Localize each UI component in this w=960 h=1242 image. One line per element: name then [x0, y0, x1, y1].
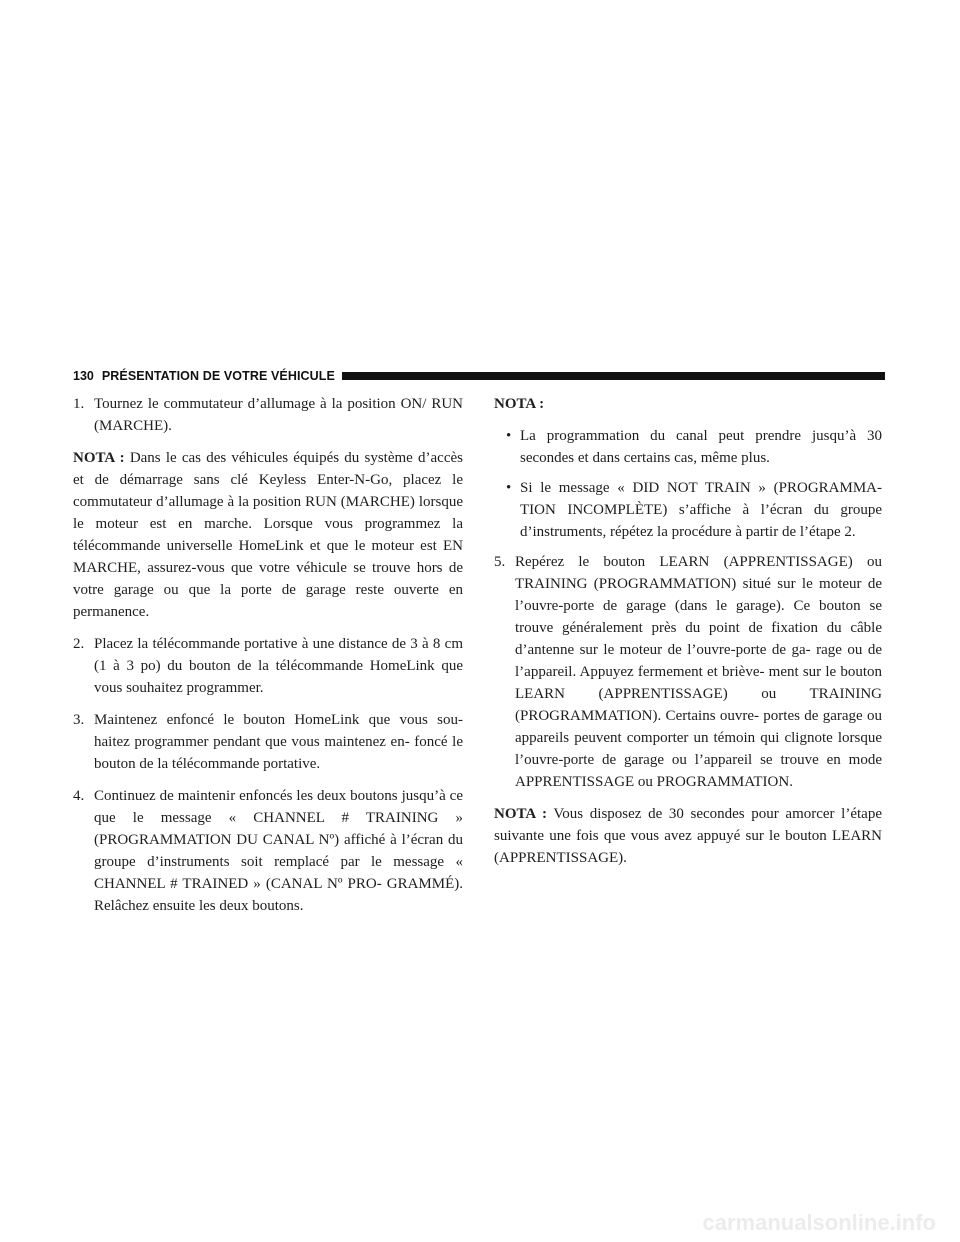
note-text: Dans le cas des véhicules équipés du système d’accès et de démarrage sans clé Keyless Enter-N-Go, placez le commutateur d’allumage à la position RUN (MARCHE) lorsque le moteur est en marche. Lorsque vous programmez la télécommande universelle HomeLink et que le moteur est EN MARCHE, assurez-vous que votre véhicule se trouve hors de votre garage ou que la porte de garage reste ouverte en permanence. — [73, 450, 463, 620]
bullet-item — [494, 477, 882, 543]
bullet-text: La programmation du canal peut prendre jusqu’à 30 secondes et dans certains cas, même plus. — [520, 428, 882, 466]
note-2 — [494, 393, 882, 415]
right-column — [494, 393, 882, 879]
header-rule — [342, 372, 885, 380]
page-header — [73, 366, 885, 386]
note-3 — [494, 803, 882, 869]
watermark: carmanualsonline.info — [702, 1210, 936, 1235]
step-text: Continuez de maintenir enfoncés les deux boutons jusqu’à ce que le message « CHANNEL # TRAINING » (PROGRAMMATION DU CANAL Nº) affiché à l’écran du groupe d’instruments soit remplacé par le message « CHANNEL # TRAINED » (CANAL Nº PRO- GRAMMÉ). Relâchez ensuite les deux boutons. — [94, 788, 463, 914]
bullet-icon: • — [506, 480, 512, 496]
note-label: NOTA : — [73, 450, 125, 466]
note-1 — [73, 447, 463, 623]
bullet-item — [494, 425, 882, 469]
step-number: 3. — [73, 712, 85, 728]
bullet-text: Si le message « DID NOT TRAIN » (PROGRAMMA- TION INCOMPLÈTE) s’affiche à l’écran du groupe d’instruments, répétez la procédure à partir de l’étape 2. — [520, 480, 882, 540]
bullet-icon: • — [506, 428, 512, 444]
step-text: Placez la télécommande portative à une distance de 3 à 8 cm (1 à 3 po) du bouton de la télécommande HomeLink que vous souhaitez programmer. — [94, 636, 463, 696]
step-number: 4. — [73, 788, 85, 804]
left-column — [73, 393, 463, 927]
step-text: Repérez le bouton LEARN (APPRENTISSAGE) ou TRAINING (PROGRAMMATION) situé sur le moteur de l’ouvre-porte de garage (dans le garage). Ce bouton se trouve généralement près du point de fixation du câble d’antenne sur le moteur de l’ouvre-porte de ga- rage ou de l’appareil. Appuyez fermement et briève- ment sur le bouton LEARN (APPRENTISSAGE) ou TRAINING (PROGRAMMATION). Certains ouvre- portes de garage ou appareils peuvent comporter un témoin qui clignote lorsque l’ouvre-porte de garage ou l’appareil se trouve en mode APPRENTISSAGE ou PROGRAMMATION. — [515, 554, 882, 790]
note-text: Vous disposez de 30 secondes pour amorcer l’étape suivante une fois que vous avez appuyé sur le bouton LEARN (APPRENTISSAGE). — [494, 806, 882, 866]
step-number: 1. — [73, 396, 85, 412]
step-text: Maintenez enfoncé le bouton HomeLink que vous sou- haitez programmer pendant que vous maintenez en- foncé le bouton de la télécommande portative. — [94, 712, 463, 772]
step-text: Tournez le commutateur d’allumage à la position ON/ RUN (MARCHE). — [94, 396, 463, 434]
page-number: 130 — [73, 369, 94, 383]
step-1 — [73, 393, 463, 437]
step-5 — [494, 551, 882, 793]
step-4 — [73, 785, 463, 917]
step-number: 5. — [494, 554, 506, 570]
step-2 — [73, 633, 463, 699]
note-label: NOTA : — [494, 806, 548, 822]
step-number: 2. — [73, 636, 85, 652]
note-label: NOTA : — [494, 396, 545, 412]
section-title: PRÉSENTATION DE VOTRE VÉHICULE — [101, 369, 335, 383]
step-3 — [73, 709, 463, 775]
